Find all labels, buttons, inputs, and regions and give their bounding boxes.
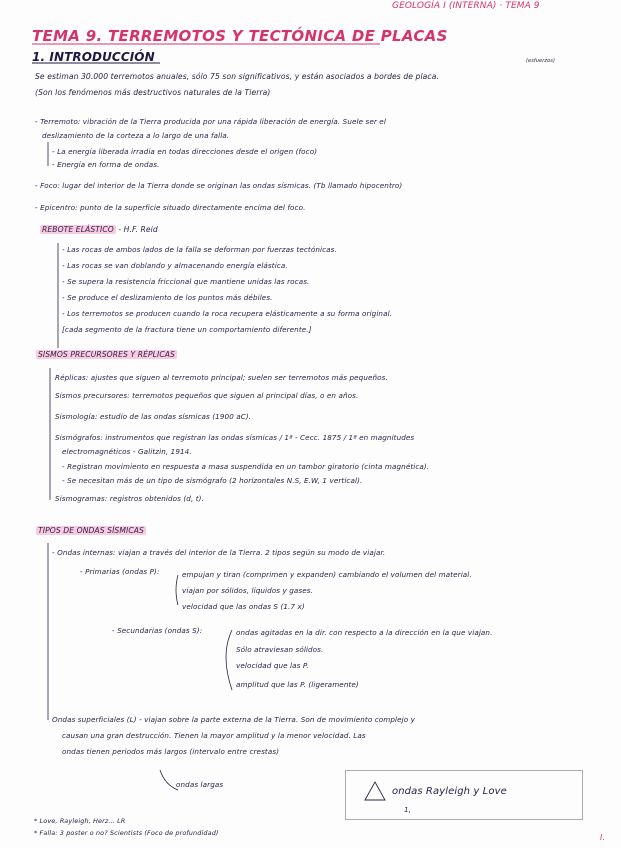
terremoto-line-4: - Energía en forma de ondas.	[52, 160, 160, 169]
sismografos-line-4: - Se necesitan más de un tipo de sismógrafo (2 horizontales N.S, E.W, 1 vertical).	[62, 476, 363, 485]
rebote-item-5: - Los terremotos se producen cuando la roca recupera elásticamente a su forma original.	[62, 309, 393, 318]
superficiales-line-1: Ondas superficiales (L) - viajan sobre la parte externa de la Tierra. Son de movimiento complejo y	[52, 715, 415, 724]
ondas-heading-wrap	[36, 526, 146, 535]
ondas-p-label: - Primarias (ondas P):	[80, 567, 160, 576]
foco-line: - Foco: lugar del interior de la Tierra donde se originan las ondas sísmicas. (Tb llamado hipocentro)	[35, 181, 403, 190]
sismografos-line-1: Sismógrafos: instrumentos que registran las ondas sísmicas / 1ª - Cecc. 1875 / 1ª en magnitudes	[55, 433, 415, 442]
rebote-item-2: - Las rocas se van doblando y almacenando energía elástica.	[62, 261, 288, 270]
intro-line-1: Se estiman 30.000 terremotos anuales, sólo 75 son significativos, y están asociados a bordes de placa.	[35, 72, 439, 81]
ondas-largas-note: ondas largas	[176, 780, 224, 789]
rebote-item-1: - Las rocas de ambos lados de la falla se deforman por fuerzas tectónicas.	[62, 245, 337, 254]
terremoto-line-2: deslizamiento de la corteza a lo largo de una falla.	[42, 131, 230, 140]
precursores-line: Sismos precursores: terremotos pequeños que siguen al principal días, o en años.	[55, 391, 359, 400]
rebote-heading-wrap	[40, 225, 158, 234]
superficiales-line-2: causan una gran destrucción. Tienen la mayor amplitud y la menor velocidad. Las	[62, 731, 366, 740]
epicentro-line: - Epicentro: punto de la superficie situado directamente encima del foco.	[35, 203, 306, 212]
ondas-internas-line: - Ondas internas: viajan a través del interior de la Tierra. 2 tipos según su modo de viajar.	[52, 548, 386, 557]
course-header: GEOLOGÍA I (INTERNA) · TEMA 9	[392, 1, 540, 11]
sismografos-line-3: - Registran movimiento en respuesta a masa suspendida en un tambor giratorio (cinta magnética).	[62, 462, 430, 471]
ondas-s-label: - Secundarias (ondas S):	[112, 626, 203, 635]
page-number: I.	[600, 833, 606, 842]
ondas-p-1: empujan y tiran (comprimen y expanden) cambiando el volumen del material.	[182, 570, 472, 579]
superficiales-line-3: ondas tienen periodos más largos (intervalo entre crestas)	[62, 747, 280, 756]
page-title: TEMA 9. TERREMOTOS Y TECTÓNICA DE PLACAS	[32, 27, 448, 45]
ondas-heading: TIPOS DE ONDAS SÍSMICAS	[38, 526, 144, 535]
rebote-item-3: - Se supera la resistencia friccional que mantiene unidas las rocas.	[62, 277, 310, 286]
footer-line-1: * Love, Rayleigh, Herz... LR	[34, 817, 126, 825]
rebote-item-4: - Se produce el deslizamiento de los puntos más débiles.	[62, 293, 273, 302]
ondas-s-2: Sólo atraviesan sólidos.	[236, 645, 324, 654]
terremoto-line-1: - Terremoto: vibración de la Tierra producida por una rápida liberación de energía. Suele ser el	[35, 117, 386, 126]
ondas-p-3: velocidad que las ondas S (1.7 x)	[182, 602, 305, 611]
ondas-p-2: viajan por sólidos, líquidos y gases.	[182, 586, 314, 595]
replicas-line: Réplicas: ajustes que siguen al terremoto principal; suelen ser terremotos más pequeños.	[55, 373, 388, 382]
side-note: (esfuerzos)	[526, 58, 556, 64]
rebote-heading: REBOTE ELÁSTICO	[42, 225, 114, 234]
sismografos-line-2: electromagnéticos - Galitzin, 1914.	[62, 447, 192, 456]
intro-line-2: (Son los fenómenos más destructivos naturales de la Tierra)	[35, 88, 271, 97]
sismologia-line: Sismología: estudio de las ondas sísmicas (1900 aC).	[55, 412, 252, 421]
sismos-heading-wrap	[36, 350, 177, 359]
ondas-s-1: ondas agitadas en la dir. con respecto a la dirección en la que viajan.	[236, 628, 493, 637]
terremoto-line-3: - La energía liberada irradia en todas direcciones desde el origen (foco)	[52, 147, 318, 156]
intro-heading: 1. INTRODUCCIÓN	[32, 50, 155, 64]
sismos-heading: SISMOS PRECURSORES Y RÉPLICAS	[38, 350, 175, 359]
sismogramas-line: Sismogramas: registros obtenidos (d, t).	[55, 494, 204, 503]
footer-line-2: * Falla: 3 poster o no? Scientists (Foco de profundidad)	[34, 829, 219, 837]
ondas-s-4: amplitud que las P. (ligeramente)	[236, 680, 359, 689]
love-rayleigh-label: ondas Rayleigh y Love	[392, 786, 507, 797]
rebote-item-6: [cada segmento de la fractura tiene un comportamiento diferente.]	[62, 325, 312, 334]
rebote-author: - H.F. Reid	[118, 225, 158, 234]
ondas-s-3: velocidad que las P.	[236, 661, 309, 670]
love-rayleigh-sub: 1,	[404, 805, 412, 814]
